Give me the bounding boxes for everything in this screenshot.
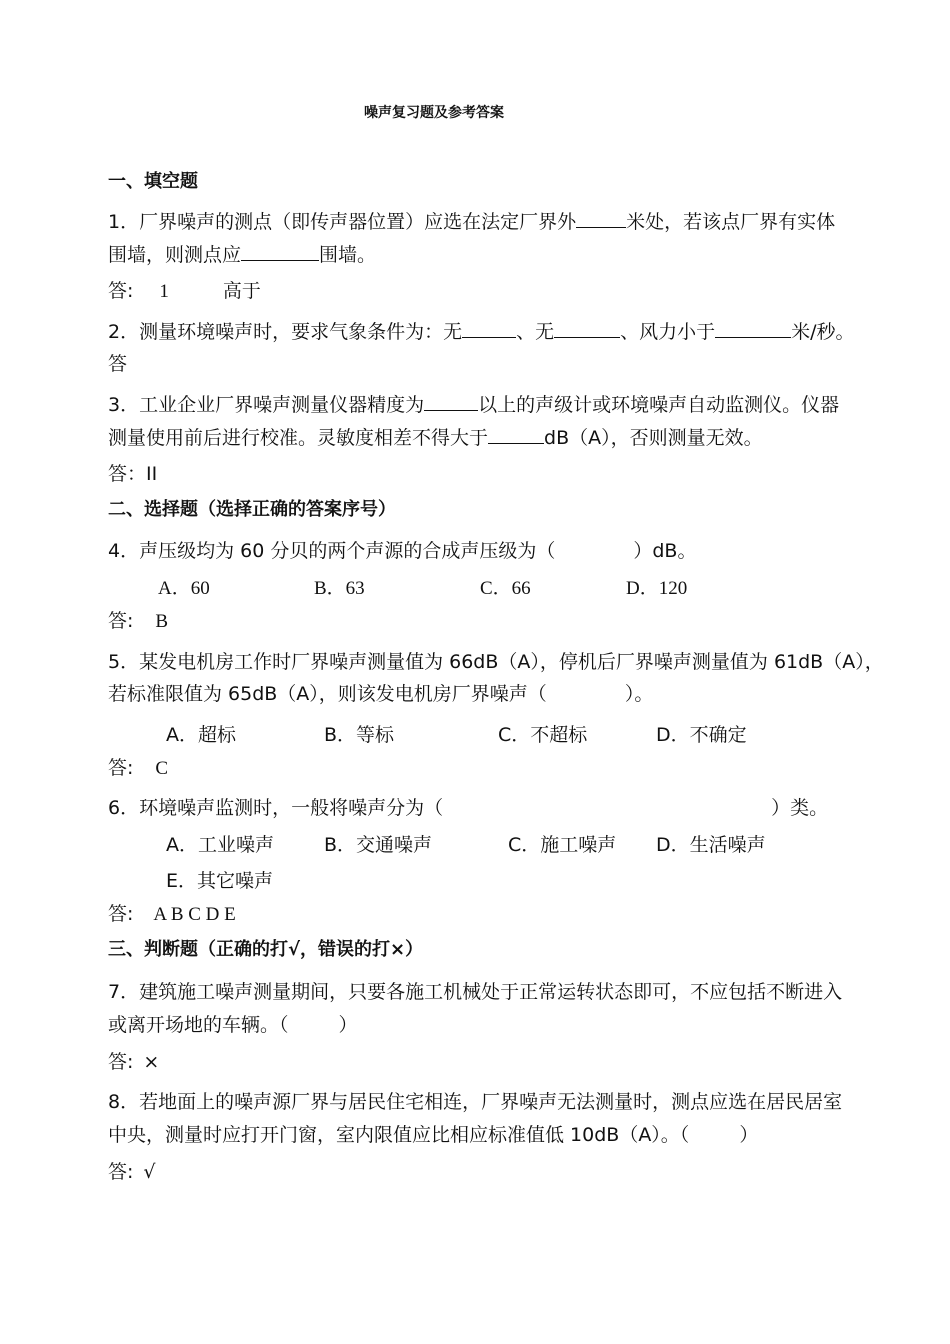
- answer-value: 1: [159, 281, 169, 302]
- question-7-answer: [108, 1050, 159, 1074]
- answer-value: A B C D E: [153, 904, 236, 925]
- question-2-text-d: 米/秒。: [791, 321, 855, 343]
- question-7-text-a: 或离开场地的车辆。（: [108, 1014, 289, 1036]
- question-4-text: 4．声压级均为 60 分贝的两个声源的合成声压级为（: [108, 540, 556, 562]
- question-6-text-end: ）类。: [771, 797, 829, 819]
- question-8-line-1: 8．若地面上的噪声源厂界与居民住宅相连，厂界噪声无法测量时，测点应选在居民居室: [108, 1091, 843, 1113]
- question-4-option-b: B．63: [314, 578, 365, 599]
- question-3-text-b: 以上的声级计或环境噪声自动监测仪。仪器: [478, 394, 840, 416]
- section-heading-true-false: 三、判断题（正确的打√，错误的打×）: [108, 939, 424, 960]
- answer-blank: [462, 319, 516, 338]
- question-4-text-end: ）dB。: [633, 540, 697, 562]
- question-7-text-b: ）: [338, 1014, 358, 1036]
- question-6-option-e: E．其它噪声: [166, 870, 274, 892]
- question-5-option-d: D．不确定: [656, 724, 747, 746]
- question-3-text-c: 测量使用前后进行校准。灵敏度相差不得大于: [108, 427, 489, 449]
- answer-label: 答:: [108, 1161, 134, 1183]
- answer-blank: [241, 242, 319, 261]
- question-3-text-d: dB（A），否则测量无效。: [544, 427, 763, 449]
- question-5-option-c: C．不超标: [498, 724, 588, 746]
- question-6-option-d: D．生活噪声: [656, 834, 766, 856]
- answer-blank: [488, 425, 544, 444]
- answer-value: C: [155, 758, 169, 779]
- section-heading-fill-blank: 一、填空题: [108, 171, 198, 192]
- section-heading-multiple-choice: 二、选择题（选择正确的答案序号）: [108, 499, 396, 520]
- answer-label: 答:: [108, 903, 134, 925]
- question-2-line-1: [108, 319, 855, 344]
- question-1-text-c: 围墙，则测点应: [108, 244, 242, 266]
- answer-blank: [576, 209, 626, 228]
- question-2-text-c: 、风力小于: [620, 321, 716, 343]
- question-1-text-d: 围墙。: [319, 244, 377, 266]
- question-6-option-c: C．施工噪声: [508, 834, 617, 856]
- question-6-stem: [108, 796, 828, 820]
- question-6-option-a: A．工业噪声: [166, 834, 274, 856]
- answer-value: √: [143, 1161, 156, 1183]
- question-5-text-a: 若标准限值为 65dB（A），则该发电机房厂界噪声（: [108, 683, 547, 705]
- answer-label: 答:: [108, 610, 134, 632]
- question-4-option-c: C．66: [480, 578, 531, 599]
- question-7-line-2: [108, 1013, 358, 1037]
- question-6-text: 6．环境噪声监测时，一般将噪声分为（: [108, 797, 444, 819]
- question-8-answer: [108, 1160, 156, 1184]
- question-5-option-b: B．等标: [324, 724, 395, 746]
- question-8-line-2: [108, 1123, 758, 1147]
- question-3-text-a: 3．工业企业厂界噪声测量仪器精度为: [108, 394, 425, 416]
- question-1-answer: [108, 279, 261, 304]
- question-1-line-1: [108, 209, 835, 234]
- answer-value: ×: [143, 1051, 160, 1073]
- answer-blank: [424, 392, 478, 411]
- answer-value: B: [155, 611, 169, 632]
- answer-label: 答:: [108, 280, 134, 302]
- question-6-option-b: B．交通噪声: [324, 834, 433, 856]
- question-6-answer: [108, 902, 236, 927]
- answer-blank: [715, 319, 791, 338]
- question-2-answer: 答: [108, 353, 128, 375]
- question-8-text-b: ）: [739, 1124, 759, 1146]
- question-5-answer: [108, 756, 168, 781]
- question-1-text-a: 1．厂界噪声的测点（即传声器位置）应选在法定厂界外: [108, 211, 577, 233]
- question-4-stem: [108, 539, 696, 563]
- question-5-text-b: ）。: [624, 683, 654, 705]
- page-title: 噪声复习题及参考答案: [364, 105, 504, 121]
- question-4-option-d: D．120: [626, 578, 688, 599]
- answer-value: 高于: [222, 280, 261, 302]
- question-4-answer: [108, 609, 168, 634]
- question-1-line-2: [108, 242, 376, 267]
- question-1-text-b: 米处，若该点厂界有实体: [626, 211, 836, 233]
- question-5-line-1: 5．某发电机房工作时厂界噪声测量值为 66dB（A），停机后厂界噪声测量值为 61dB（A），: [108, 651, 884, 673]
- answer-blank: [554, 319, 620, 338]
- answer-label: 答:: [108, 757, 134, 779]
- question-8-text-a: 中央，测量时应打开门窗，室内限值应比相应标准值低 10dB（A）。（: [108, 1124, 690, 1146]
- question-3-line-2: [108, 425, 763, 450]
- question-2-text-a: 2．测量环境噪声时，要求气象条件为：无: [108, 321, 463, 343]
- question-4-option-a: A．60: [158, 578, 210, 599]
- question-2-text-b: 、无: [516, 321, 555, 343]
- answer-label: 答:: [108, 1051, 134, 1073]
- question-3-answer: 答：II: [108, 463, 158, 485]
- question-5-line-2: [108, 682, 653, 706]
- question-7-line-1: 7．建筑施工噪声测量期间，只要各施工机械处于正常运转状态即可，不应包括不断进入: [108, 981, 843, 1003]
- question-3-line-1: [108, 392, 839, 417]
- question-5-option-a: A．超标: [166, 724, 236, 746]
